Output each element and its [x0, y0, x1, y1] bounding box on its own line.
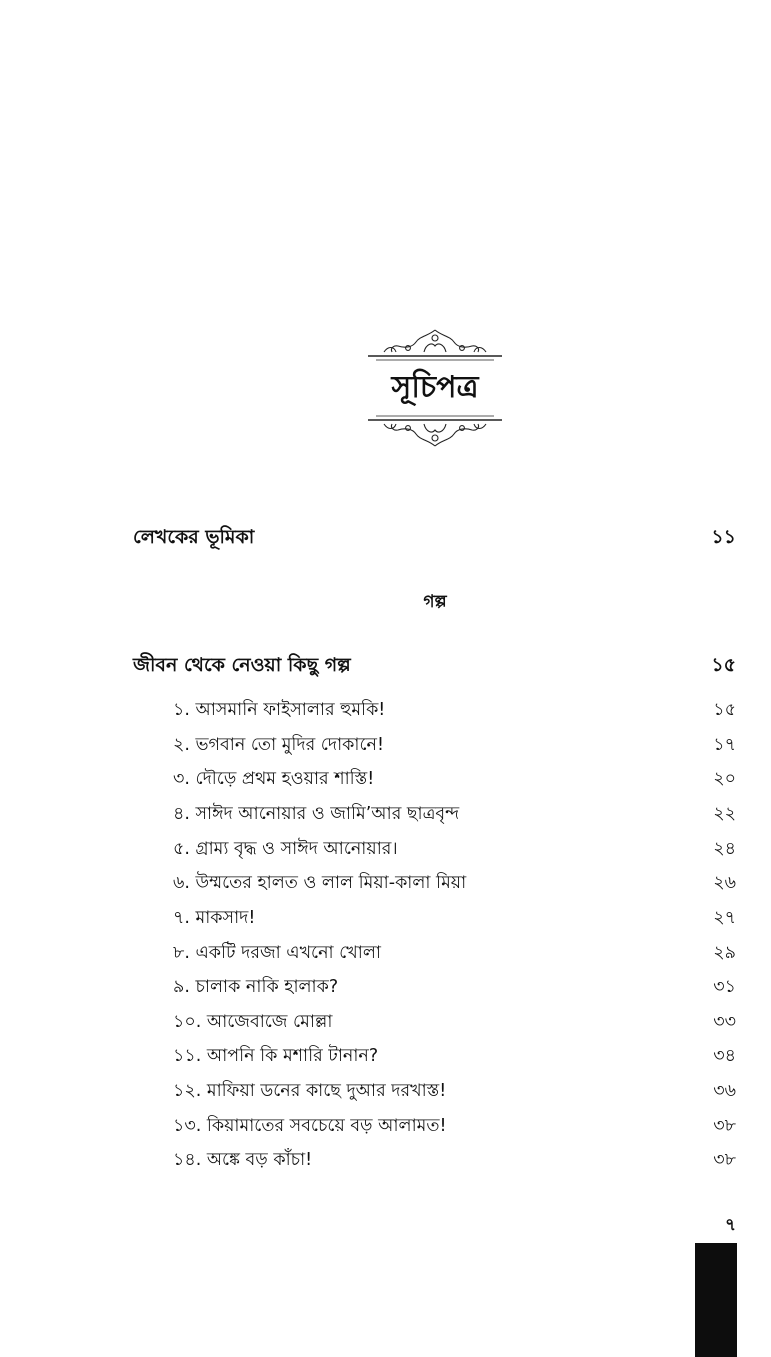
toc-item-label: ১৪. অঙ্কে বড় কাঁচা! — [173, 1150, 313, 1170]
toc-item-label: ৪. সাঈদ আনোয়ার ও জামি’আর ছাত্রবৃন্দ — [173, 804, 460, 824]
toc-item-label: ১১. আপনি কি মশারি টানান? — [173, 1046, 379, 1066]
toc-item — [173, 1146, 736, 1174]
toc-item — [173, 1042, 736, 1070]
toc-item — [173, 696, 736, 724]
page-title: সূচিপত্র — [391, 370, 479, 405]
toc-item — [173, 973, 736, 1001]
toc-item-label: ৫. গ্রাম্য বৃদ্ধ ও সাঈদ আনোয়ার। — [173, 839, 398, 859]
toc-item-label: ৩. দৌড়ে প্রথম হওয়ার শাস্তি! — [173, 769, 375, 789]
toc-item-page: ৩৮ — [713, 1150, 736, 1170]
toc-item — [173, 731, 736, 759]
thumb-tab — [695, 1243, 737, 1357]
toc-item-label: ৯. চালাক নাকি হালাক? — [173, 977, 339, 997]
toc-item-label: ২. ভগবান তো মুদির দোকানে! — [173, 735, 384, 755]
toc-item-page: ২০ — [713, 769, 736, 789]
page-number: ৭ — [724, 1215, 736, 1235]
toc-item — [173, 1077, 736, 1105]
toc-item — [173, 939, 736, 967]
toc-entry-intro — [133, 522, 736, 552]
toc-item-page: ২২ — [713, 804, 736, 824]
toc-item — [173, 904, 736, 932]
toc-item — [173, 869, 736, 897]
toc-item-page: ৩১ — [713, 977, 736, 997]
section-heading: গল্প — [423, 592, 447, 612]
toc-item — [173, 765, 736, 793]
toc-entry-page: ১১ — [711, 526, 736, 548]
toc-item-page: ২৯ — [713, 943, 736, 963]
toc-item — [173, 1008, 736, 1036]
toc-item-label: ৬. উম্মতের হালত ও লাল মিয়া-কালা মিয়া — [173, 873, 467, 893]
toc-entry-label: জীবন থেকে নেওয়া কিছু গল্প — [133, 654, 351, 676]
toc-item-page: ৩৬ — [713, 1081, 736, 1101]
toc-item-page: ২৬ — [713, 873, 736, 893]
toc-item-label: ১২. মাফিয়া ডনের কাছে দুআর দরখাস্ত! — [173, 1081, 447, 1101]
toc-item-label: ১০. আজেবাজে মোল্লা — [173, 1012, 333, 1032]
toc-item — [173, 1112, 736, 1140]
toc-entry-label: লেখকের ভূমিকা — [133, 526, 255, 548]
toc-item-page: ২৭ — [713, 908, 736, 928]
toc-entry-page: ১৫ — [711, 654, 736, 676]
toc-item-page: ২৪ — [713, 839, 736, 859]
ornament-top-icon — [368, 326, 502, 362]
toc-item — [173, 800, 736, 828]
toc-entry-chapter — [133, 650, 736, 680]
toc-item-page: ৩৩ — [713, 1012, 736, 1032]
toc-item-page: ৩৮ — [713, 1116, 736, 1136]
toc-item-page: ১৫ — [713, 700, 736, 720]
toc-item-label: ১. আসমানি ফাইসালার হুমকি! — [173, 700, 386, 720]
toc-item-label: ৮. একটি দরজা এখনো খোলা — [173, 943, 381, 963]
toc-item-label: ১৩. কিয়ামাতের সবচেয়ে বড় আলামত! — [173, 1116, 447, 1136]
toc-item-page: ৩৪ — [713, 1046, 736, 1066]
ornament-bottom-icon — [368, 414, 502, 450]
toc-item — [173, 835, 736, 863]
toc-item-label: ৭. মাকসাদ! — [173, 908, 256, 928]
toc-item-page: ১৭ — [713, 735, 736, 755]
